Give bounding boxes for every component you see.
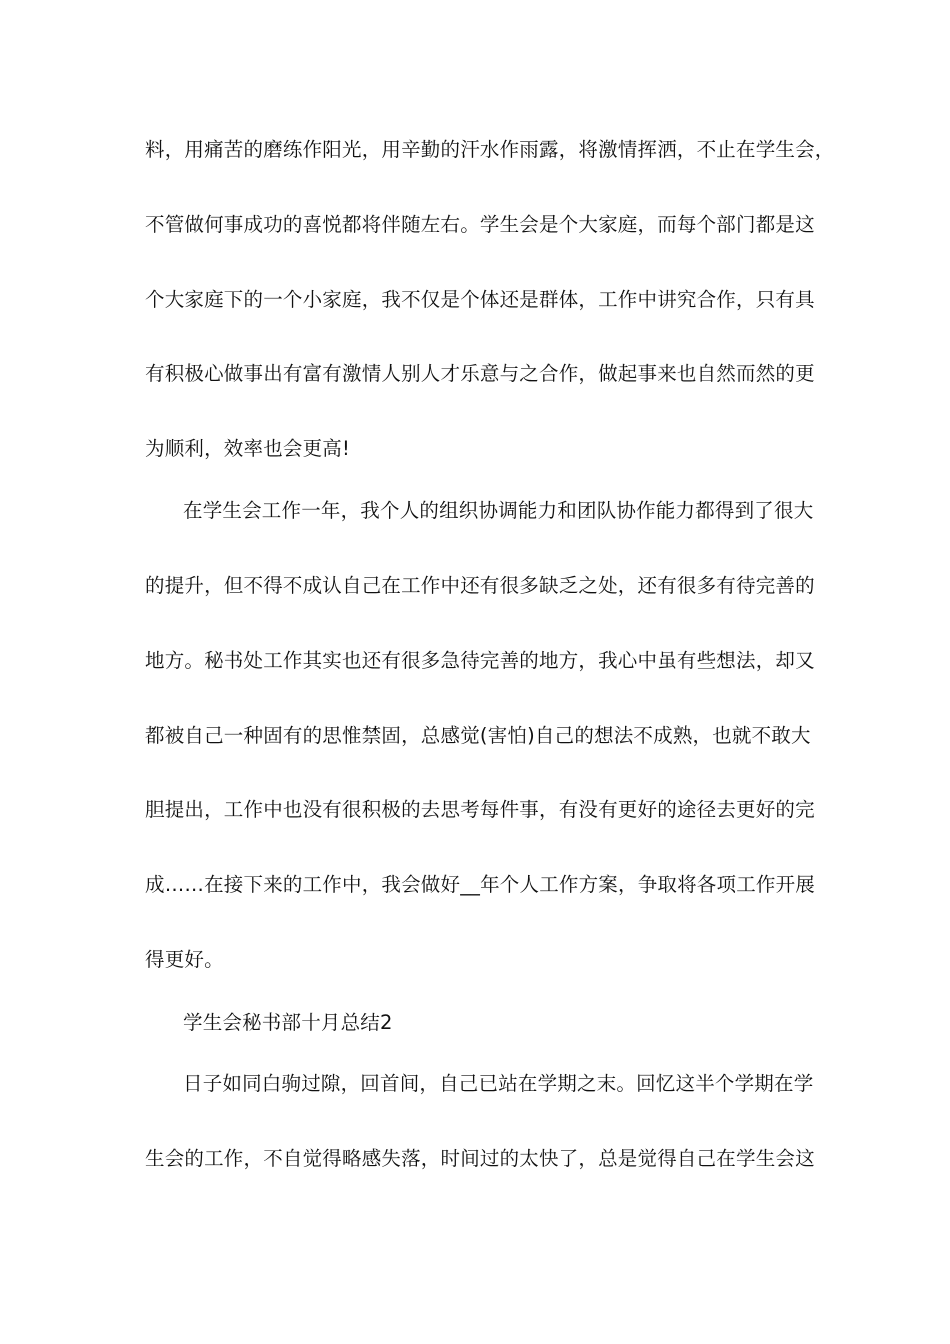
paragraph-line: 生会的工作，不自觉得略感失落，时间过的太快了，总是觉得自己在学生会这 xyxy=(145,1147,815,1170)
paragraph-line: 胆提出，工作中也没有很积极的去思考每件事，有没有更好的途径去更好的完 xyxy=(145,798,815,821)
paragraph-line: 地方。秘书处工作其实也还有很多急待完善的地方，我心中虽有些想法，却又 xyxy=(145,649,815,672)
paragraph-line: 在学生会工作一年，我个人的组织协调能力和团队协作能力都得到了很大 xyxy=(183,499,814,522)
paragraph-line: 个大家庭下的一个小家庭，我不仅是个体还是群体，工作中讲究合作，只有具 xyxy=(145,288,815,311)
paragraph-line: 不管做何事成功的喜悦都将伴随左右。学生会是个大家庭，而每个部门都是这 xyxy=(145,213,815,236)
paragraph-line: 有积极心做事出有富有激情人别人才乐意与之合作，做起事来也自然而然的更 xyxy=(145,362,815,385)
paragraph-line: 都被自己一种固有的思惟禁固，总感觉(害怕)自己的想法不成熟，也就不敢大 xyxy=(145,724,811,747)
paragraph-line: 料，用痛苦的磨练作阳光，用辛勤的汗水作雨露，将激情挥洒，不止在学生会， xyxy=(145,138,835,161)
paragraph-line: 日子如同白驹过隙，回首间，自己已站在学期之末。回忆这半个学期在学 xyxy=(183,1072,814,1095)
section-heading: 学生会秘书部十月总结2 xyxy=(183,1011,393,1034)
paragraph-line: 的提升，但不得不成认自己在工作中还有很多缺乏之处，还有很多有待完善的 xyxy=(145,574,815,597)
paragraph-line: 得更好。 xyxy=(145,948,224,971)
paragraph-line: 成……在接下来的工作中，我会做好__年个人工作方案，争取将各项工作开展 xyxy=(145,873,816,896)
paragraph-line: 为顺利，效率也会更高! xyxy=(145,437,351,460)
